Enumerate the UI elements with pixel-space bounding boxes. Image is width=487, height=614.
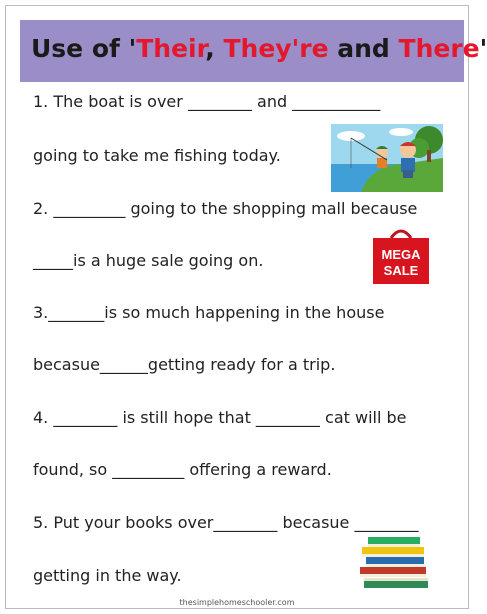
title-their: Their [136,34,206,63]
question-3-line-1: 3._______is so much happening in the house [33,303,385,322]
question-2-line-2: _____is a huge sale going on. [33,251,264,270]
title-and: and [328,34,399,63]
book-stack-icon [356,530,436,590]
question-1-line-2: going to take me fishing today. [33,146,281,165]
mega-sale-bag-icon [369,226,433,284]
site-footer: thesimplehomeschooler.com [179,598,295,607]
question-1-line-1: 1. The boat is over ________ and ___________ [33,92,381,111]
sale-tag-line-1: MEGA [381,247,421,262]
title-quote: ' [479,34,487,63]
question-2-line-1: 2. _________ going to the shopping mall because [33,199,418,218]
question-3-line-2: becasue______getting ready for a trip. [33,355,336,374]
question-5-line-1: 5. Put your books over________ becasue ________ [33,513,419,532]
title-prefix: Use of ' [31,34,137,63]
question-4-line-1: 4. ________ is still hope that ________ cat will be [33,408,407,427]
sale-tag-line-2: SALE [383,263,419,278]
fishing-scene-illustration [331,124,443,192]
title-theyre: They're [223,34,329,63]
question-5-line-2: getting in the way. [33,566,182,585]
title-comma: , [205,34,224,63]
page-title [31,34,487,63]
question-4-line-2: found, so _________ offering a reward. [33,460,332,479]
title-there: There [398,34,480,63]
